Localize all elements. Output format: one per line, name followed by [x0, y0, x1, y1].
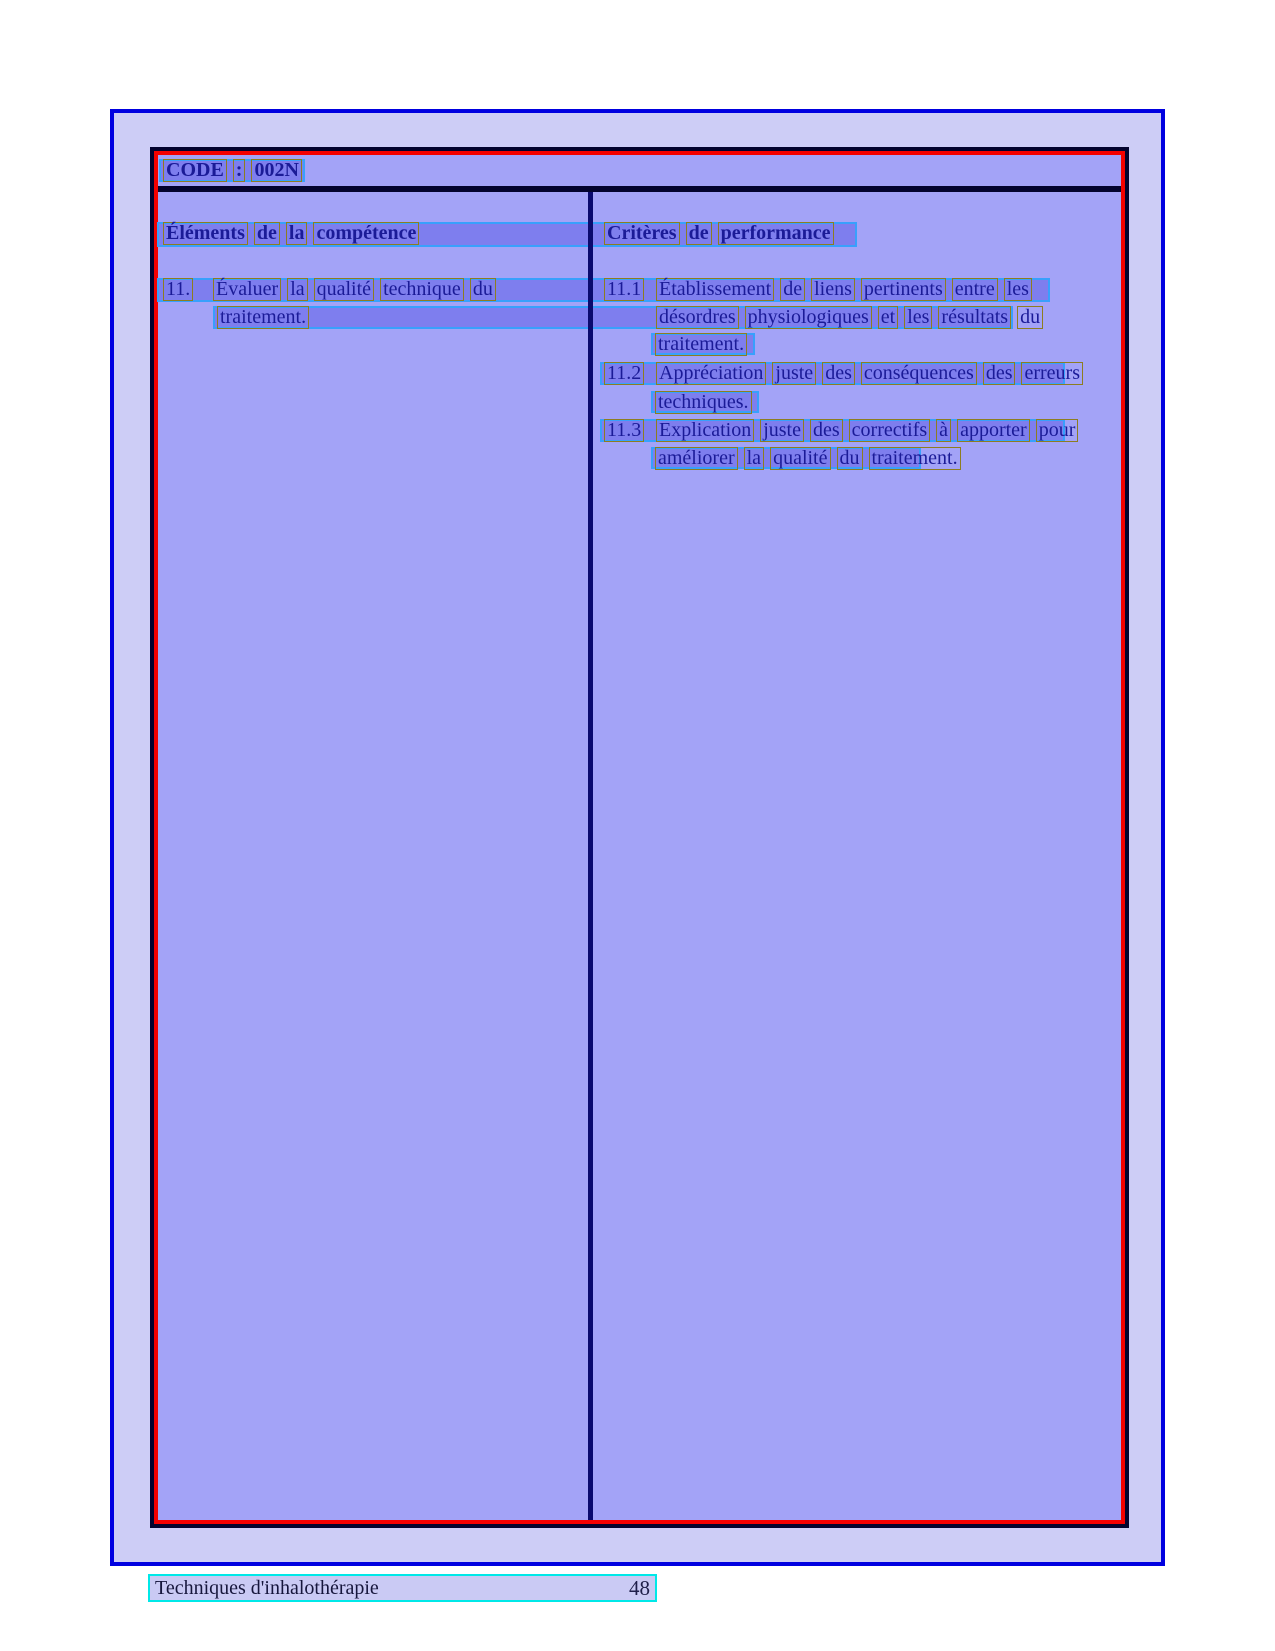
footer-title: Techniques d'inhalothérapie: [155, 1576, 379, 1599]
ocr-word-box: des: [822, 362, 855, 385]
ocr-word-box: traitement.: [869, 447, 961, 470]
ocr-line-box: [157, 222, 857, 247]
ocr-word-group: [163, 159, 302, 182]
ocr-word-box: traitement.: [217, 306, 309, 329]
ocr-word-group: [604, 362, 644, 385]
ocr-word-box: Appréciation: [656, 362, 766, 385]
ocr-word-box: du: [837, 447, 863, 470]
ocr-word-box: entre: [952, 278, 998, 301]
column-divider: [588, 192, 593, 1520]
ocr-word-box: la: [286, 222, 308, 245]
ocr-word-group: [655, 333, 747, 356]
ocr-word-group: [213, 278, 496, 301]
ocr-word-box: la: [744, 447, 764, 470]
ocr-line-box: [157, 278, 1050, 302]
ocr-word-box: liens: [811, 278, 855, 301]
ocr-word-group: [604, 222, 834, 245]
ocr-word-box: de: [780, 278, 805, 301]
ocr-word-box: :: [233, 159, 246, 182]
ocr-word-box: compétence: [313, 222, 419, 245]
ocr-word-box: qualité: [314, 278, 374, 301]
ocr-word-box: correctifs: [849, 419, 931, 442]
ocr-line-box: [651, 333, 755, 355]
ocr-line-box: [159, 159, 305, 182]
ocr-word-group: [655, 447, 961, 470]
page-footer: [148, 1574, 657, 1602]
ocr-word-group: [217, 306, 309, 329]
ocr-word-box: Éléments: [163, 222, 248, 245]
ocr-line-box: [213, 306, 1041, 329]
ocr-word-box: Évaluer: [213, 278, 281, 301]
ocr-word-group: [655, 391, 752, 414]
ocr-word-box: et: [878, 306, 898, 329]
ocr-word-box: qualité: [770, 447, 830, 470]
competency-table-inner: [154, 151, 1125, 1524]
ocr-word-box: conséquences: [861, 362, 977, 385]
ocr-word-box: apporter: [957, 419, 1030, 442]
ocr-word-group: [604, 419, 644, 442]
page-number: 48: [629, 1575, 650, 1600]
ocr-word-box: juste: [772, 362, 816, 385]
ocr-word-box: résultats: [938, 306, 1011, 329]
ocr-word-box: CODE: [163, 159, 227, 182]
ocr-word-group: [656, 419, 1078, 442]
ocr-word-box: des: [983, 362, 1016, 385]
ocr-word-group: [656, 362, 1083, 385]
ocr-word-box: les: [1004, 278, 1032, 301]
ocr-word-box: les: [904, 306, 932, 329]
ocr-word-box: Établissement: [656, 278, 774, 301]
ocr-line-box: [651, 391, 759, 413]
ocr-word-group: [604, 278, 644, 301]
ocr-word-box: erreurs: [1021, 362, 1083, 385]
ocr-word-box: de: [254, 222, 280, 245]
ocr-word-box: 11.: [163, 278, 193, 301]
ocr-word-box: technique: [380, 278, 464, 301]
ocr-word-box: 11.3: [604, 419, 644, 442]
ocr-word-box: du: [1017, 306, 1043, 329]
ocr-line-box: [600, 362, 1081, 385]
ocr-word-box: physiologiques: [745, 306, 872, 329]
ocr-word-box: des: [810, 419, 843, 442]
ocr-line-box: [651, 447, 958, 469]
ocr-word-group: [163, 278, 193, 301]
ocr-word-group: [656, 306, 1043, 329]
ocr-word-box: améliorer: [655, 447, 738, 470]
ocr-word-box: Explication: [656, 419, 754, 442]
ocr-word-box: du: [470, 278, 496, 301]
ocr-word-group: [163, 222, 419, 245]
ocr-word-box: 11.2: [604, 362, 644, 385]
ocr-word-box: désordres: [656, 306, 739, 329]
competency-table: [150, 147, 1129, 1528]
ocr-word-box: 002N: [251, 159, 301, 182]
ocr-word-box: 11.1: [604, 278, 644, 301]
code-row-separator: [158, 186, 1121, 192]
ocr-word-box: pertinents: [861, 278, 946, 301]
ocr-word-box: pour: [1036, 419, 1079, 442]
ocr-word-box: techniques.: [655, 391, 752, 414]
ocr-word-group: [656, 278, 1032, 301]
ocr-line-box: [600, 419, 1076, 442]
ocr-word-box: la: [287, 278, 307, 301]
ocr-word-box: Critères: [604, 222, 680, 245]
ocr-word-box: performance: [718, 222, 834, 245]
ocr-word-box: de: [686, 222, 712, 245]
ocr-word-box: juste: [760, 419, 804, 442]
ocr-word-box: traitement.: [655, 333, 747, 356]
ocr-word-box: à: [936, 419, 951, 442]
